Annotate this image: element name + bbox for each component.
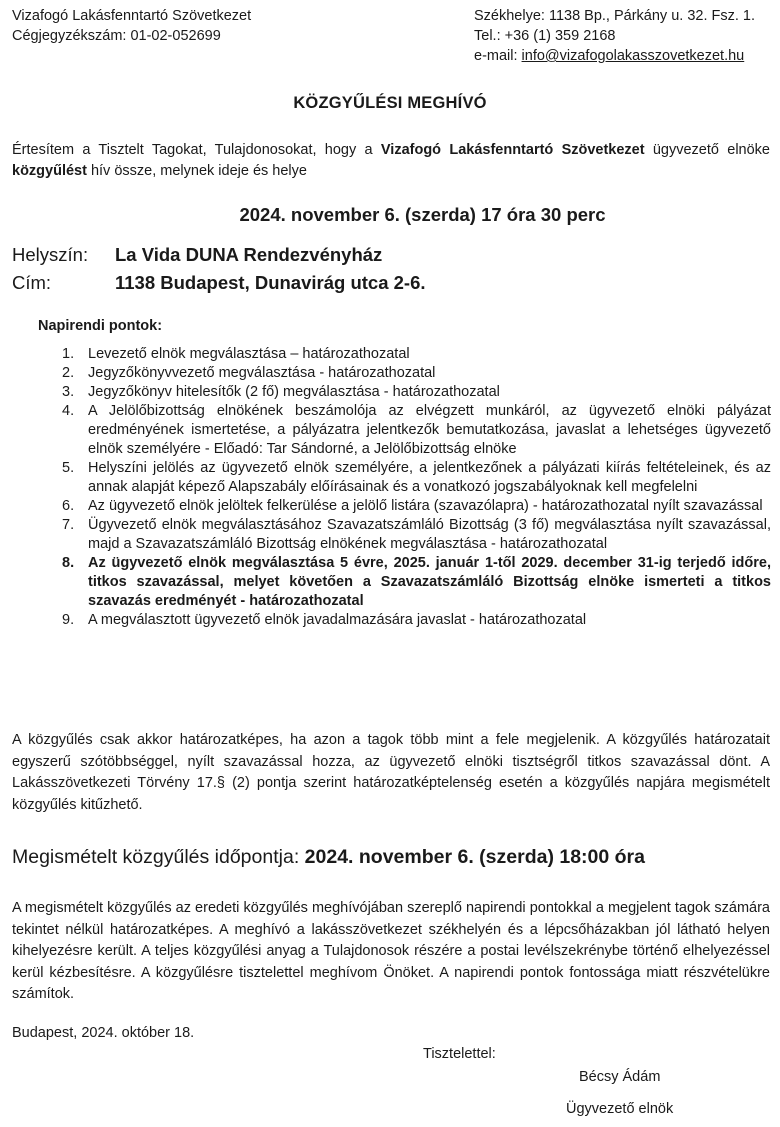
address-label: Cím: (12, 272, 52, 293)
agenda-item-text: A megválasztott ügyvezető elnök javadalmazására javaslat - határozathozatal (88, 612, 587, 628)
agenda-item-number: 2. (62, 365, 75, 381)
signatory-name: Bécsy Ádám (579, 1069, 661, 1085)
repeat-meeting-line (12, 848, 645, 867)
header-left (12, 6, 412, 46)
agenda-item (62, 383, 771, 402)
agenda-item (62, 516, 771, 554)
org-name: Vizafogó Lakásfenntartó Szövetkezet (12, 8, 252, 24)
agenda-item (62, 402, 771, 459)
place-and-date: Budapest, 2024. október 18. (12, 1025, 195, 1041)
phone-number: Tel.: +36 (1) 359 2168 (474, 28, 616, 44)
agenda-item (62, 459, 771, 497)
agenda-item-text: Helyszíni jelölés az ügyvezető elnök személyére, a jelentkezőnek a pályázati kiírás feltételeinek, és az annak alapját képező Alapszabály előírásainak és a vonatkozó jogszabályoknak kell megfelelni (88, 460, 771, 495)
agenda-item-text: Az ügyvezető elnök megválasztása 5 évre, 2025. január 1-től 2029. december 31-ig terjedő időre, titkos szavazással, melyet követően a Szavazatszámláló Bizottság elnöke ismerteti a titkos szavazás eredményét - határozathozatal (88, 555, 771, 609)
agenda-item-number: 8. (62, 555, 75, 571)
agenda-item-text: Jegyzőkönyvvezető megválasztása - határozathozatal (88, 365, 436, 381)
intro-text-2: ügyvezető elnöke (644, 142, 770, 158)
signature-greeting: Tisztelettel: (423, 1046, 496, 1062)
intro-text-1: Értesítem a Tisztelt Tagokat, Tulajdonosokat, hogy a (12, 142, 381, 158)
agenda-item-number: 7. (62, 517, 75, 533)
email-line (474, 46, 774, 66)
signatory-role: Ügyvezető elnök (566, 1101, 674, 1117)
agenda-item-number: 4. (62, 403, 75, 419)
quorum-paragraph: A közgyűlés csak akkor határozatképes, ha azon a tagok több mint a fele megjelenik. A közgyűlés határozatait egyszerű szótöbbséggel, nyílt szavazással hozza, az ügyvezető elnöki tisztségről titkos szavazással dönt. A Lakásszövetkezeti Törvény 17.§ (2) pontja szerint határozatképtelenség esetén a közgyűlés napjára megismételt közgyűlés kitűzhető. (12, 732, 770, 813)
agenda-item-number: 9. (62, 612, 75, 628)
agenda-item-text: Levezető elnök megválasztása – határozathozatal (88, 346, 410, 362)
agenda-item (62, 497, 771, 516)
agenda-item-number: 3. (62, 384, 75, 400)
venue-value: La Vida DUNA Rendezvényház (115, 244, 383, 265)
headquarters-address: Székhelye: 1138 Bp., Párkány u. 32. Fsz. 1. (474, 8, 756, 24)
agenda-item-text: A Jelölőbizottság elnökének beszámolója az elvégzett munkáról, az ügyvezető elnöki pályázat eredményének ismertetése, a pályázatra jelentkezők bemutatkozása, javaslat a lehetséges ügyvezető elnök személyére - Előadó: Tar Sándorné, a Jelölőbizottság elnöke (88, 403, 771, 457)
intro-paragraph (12, 140, 770, 182)
document-title: KÖZGYŰLÉSI MEGHÍVÓ (293, 94, 487, 112)
agenda-item-text: Az ügyvezető elnök jelöltek felkerülése a jelölő listára (szavazólapra) - határozathozatal nyílt szavazással (88, 498, 763, 514)
agenda-list (62, 345, 771, 630)
registry-number: Cégjegyzékszám: 01-02-052699 (12, 28, 221, 44)
repeat-meeting-label: Megismételt közgyűlés időpontja: (12, 846, 305, 868)
meeting-datetime: 2024. november 6. (szerda) 17 óra 30 perc (239, 204, 606, 225)
address-row (12, 270, 426, 296)
agenda-item-number: 5. (62, 460, 75, 476)
repeat-meeting-paragraph: A megismételt közgyűlés az eredeti közgyűlés meghívójában szereplő napirendi pontokkal a megjelent tagok számára tekintet nélkül határozatképes. A meghívó a lakásszövetkezet székhelyén és a lépcsőházakban jól látható helyen kihelyezésre került. A teljes közgyűlési anyag a Tulajdonosok részére a postai levélszekrénybe történő elhelyezéssel kerül kézbesítésre. A közgyűlésre tisztelettel meghívom Önöket. A napirendi pontok fontossága miatt részvételükre számítok. (12, 900, 770, 1002)
email-label: e-mail: (474, 48, 522, 64)
agenda-item (62, 611, 771, 630)
venue-label: Helyszín: (12, 244, 89, 265)
intro-text-3: hív össze, melynek ideje és helye (86, 163, 307, 179)
repeat-meeting-datetime: 2024. november 6. (szerda) 18:00 óra (304, 846, 645, 868)
agenda-item-number: 1. (62, 346, 75, 362)
agenda-item-number: 6. (62, 498, 75, 514)
agenda-item (62, 554, 771, 611)
agenda-item (62, 364, 771, 383)
agenda-item-text: Ügyvezető elnök megválasztásához Szavazatszámláló Bizottság (3 fő) megválasztása nyílt szavazással, majd a Szavazatszámláló Bizottság elnökének megválasztása - határozathozatal (88, 517, 771, 552)
header-right (474, 6, 774, 66)
venue-row (12, 242, 382, 268)
intro-org-name: Vizafogó Lakásfenntartó Szövetkezet (380, 142, 645, 158)
address-value: 1138 Budapest, Dunavirág utca 2-6. (115, 272, 426, 293)
agenda-title: Napirendi pontok: (38, 318, 163, 334)
email-link[interactable]: info@vizafogolakasszovetkezet.hu (521, 48, 745, 64)
agenda-item (62, 345, 771, 364)
agenda-item-text: Jegyzőkönyv hitelesítők (2 fő) megválasztása - határozathozatal (88, 384, 500, 400)
intro-meeting: közgyűlést (12, 163, 87, 179)
